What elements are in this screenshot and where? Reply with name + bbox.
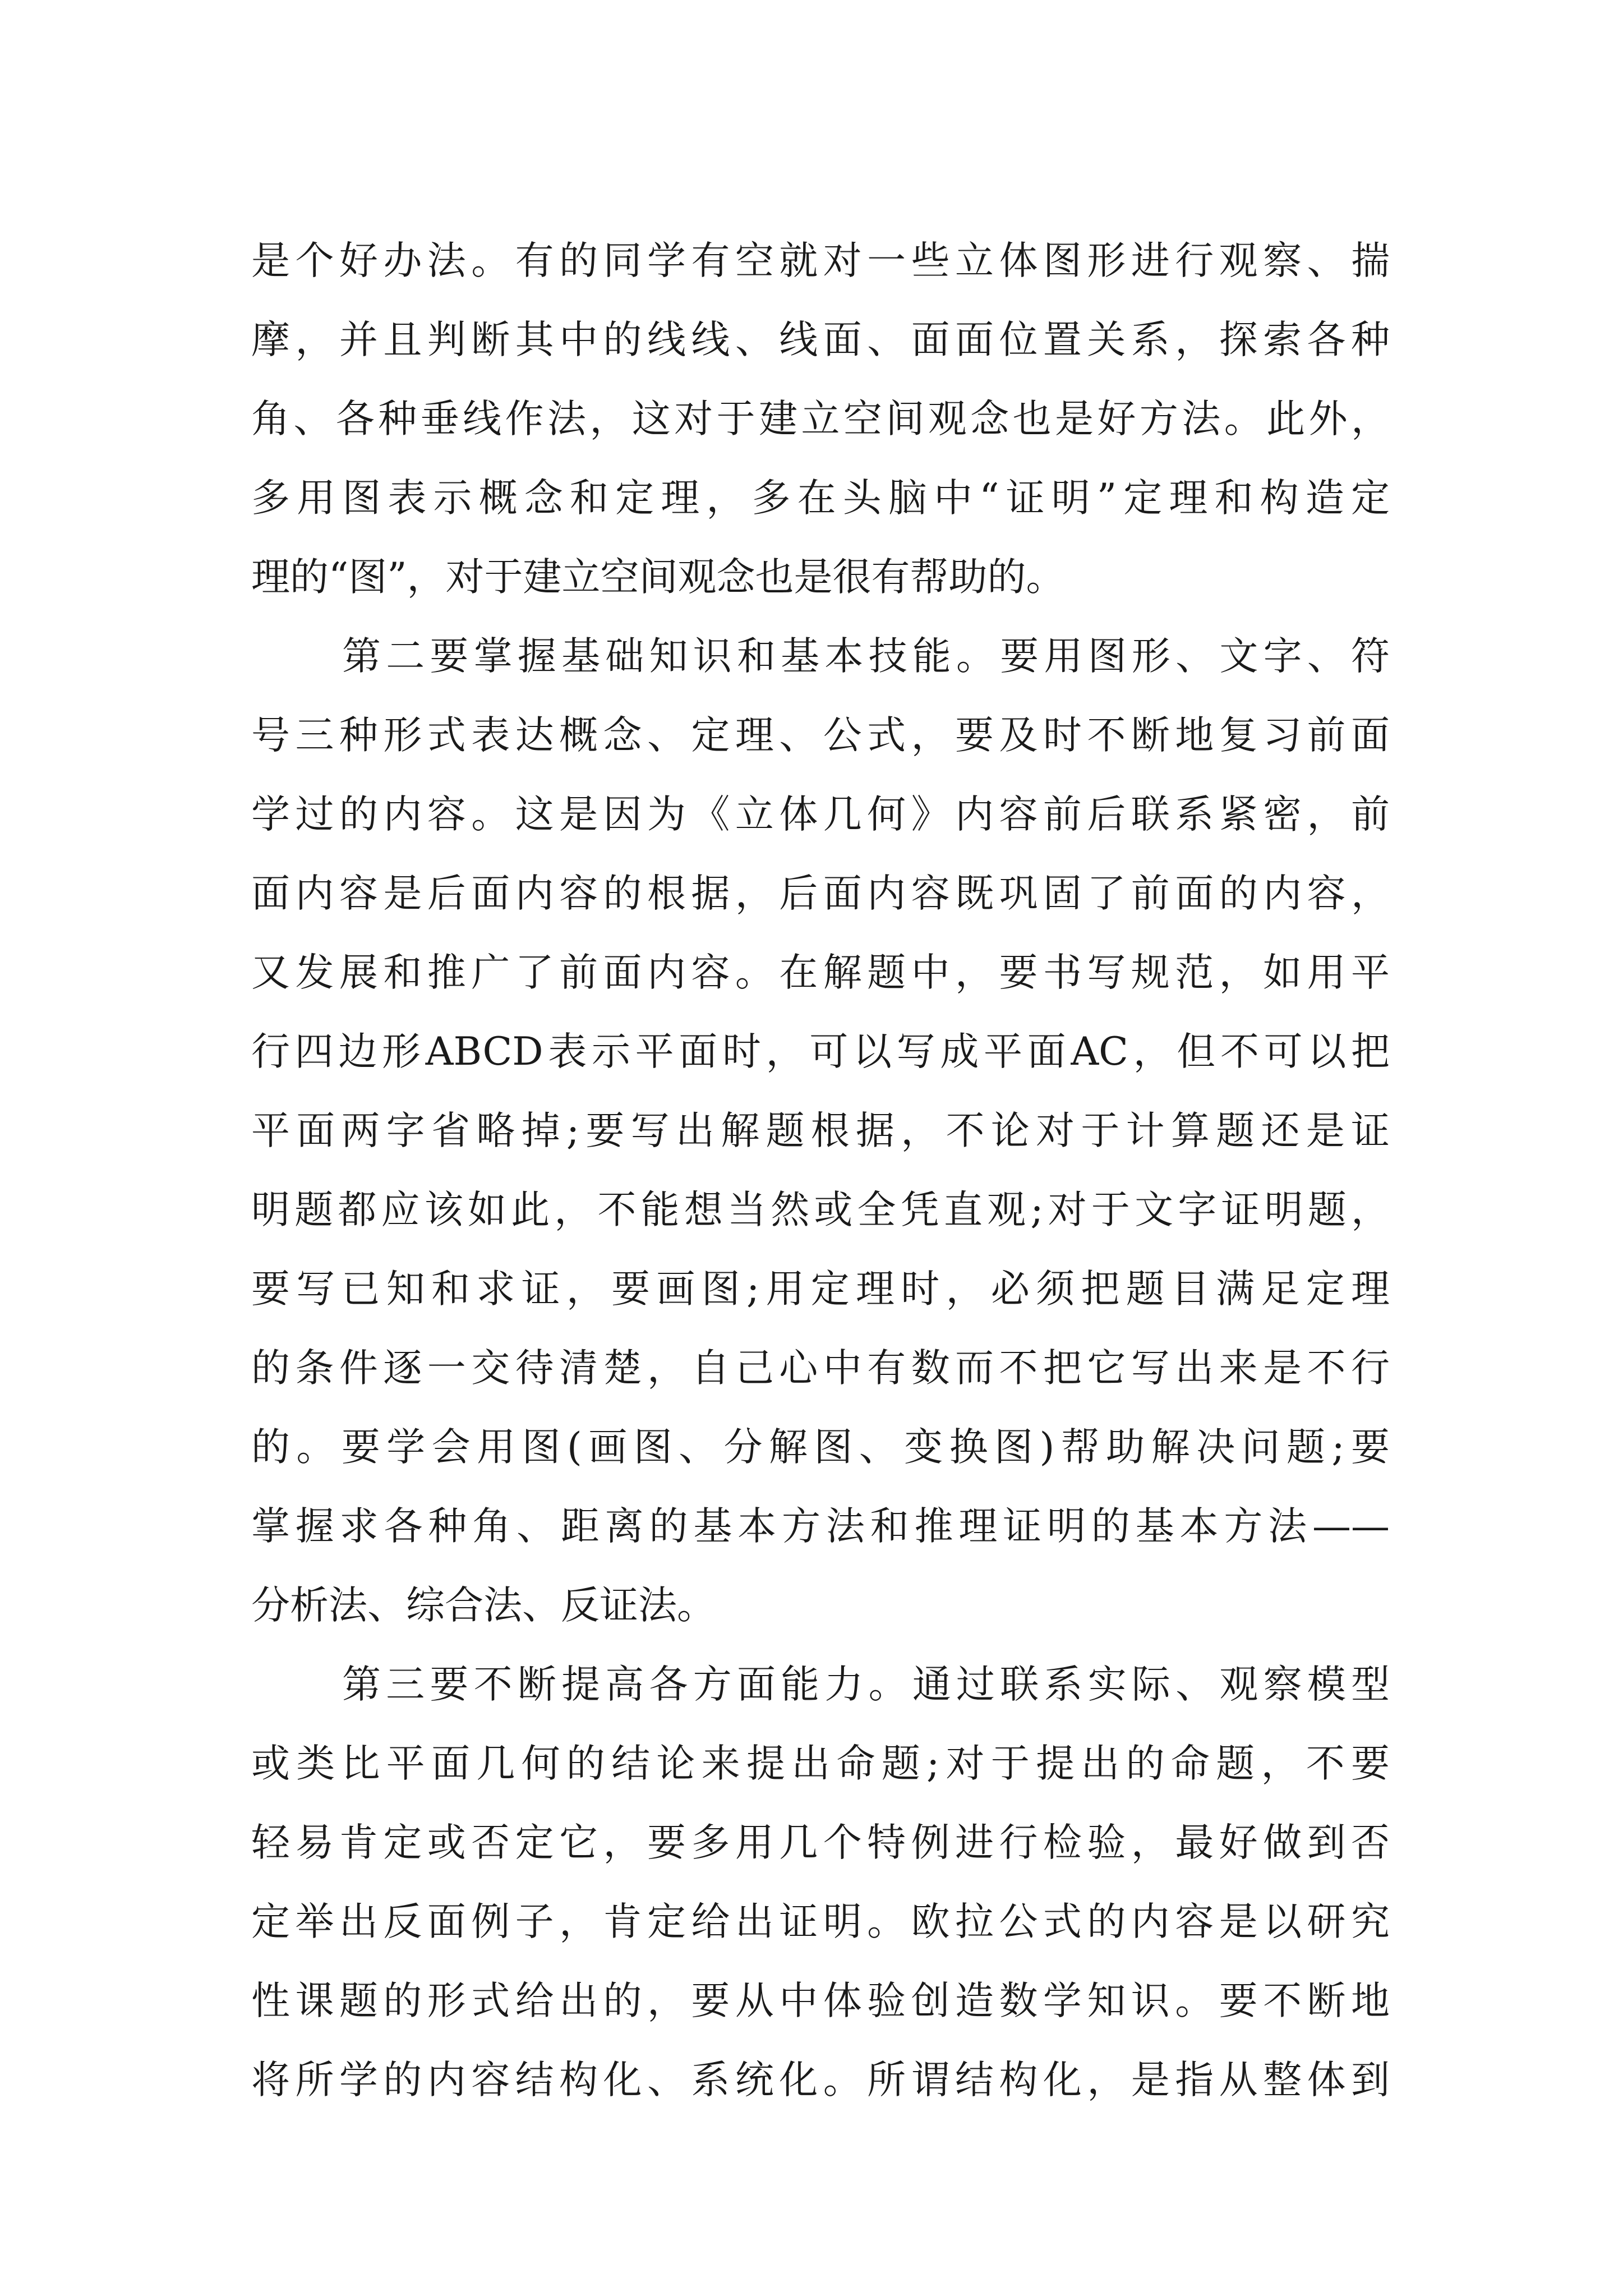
body-text	[251, 222, 1390, 2120]
text-line: 理的“图”，对于建立空间观念也是很有帮助的。	[251, 555, 1065, 600]
text-line: 明题都应该如此，不能想当然或全凭直观;对于文字证明题，	[251, 1188, 1390, 1232]
text-line: 的条件逐一交待清楚，自己心中有数而不把它写出来是不行	[251, 1346, 1390, 1391]
text-line: 性课题的形式给出的，要从中体验创造数学知识。要不断地	[251, 1978, 1390, 2023]
text-line: 或类比平面几何的结论来提出命题;对于提出的命题，不要	[251, 1741, 1390, 1786]
text-line: 行四边形ABCD表示平面时，可以写成平面AC，但不可以把	[251, 1029, 1390, 1074]
text-line: 学过的内容。这是因为《立体几何》内容前后联系紧密，前	[251, 792, 1390, 837]
text-line: 第三要不断提高各方面能力。通过联系实际、观察模型	[342, 1662, 1390, 1707]
text-line: 将所学的内容结构化、系统化。所谓结构化，是指从整体到	[251, 2058, 1390, 2102]
text-line: 定举出反面例子，肯定给出证明。欧拉公式的内容是以研究	[251, 1899, 1390, 1944]
text-line: 角、各种垂线作法，这对于建立空间观念也是好方法。此外，	[251, 397, 1390, 441]
text-line: 分析法、综合法、反证法。	[251, 1583, 716, 1628]
paragraph-1	[251, 222, 1390, 617]
text-line: 面内容是后面内容的根据，后面内容既巩固了前面的内容，	[251, 871, 1390, 916]
text-line: 号三种形式表达概念、定理、公式，要及时不断地复习前面	[251, 713, 1390, 758]
text-line: 要写已知和求证，要画图;用定理时，必须把题目满足定理	[251, 1267, 1390, 1312]
text-line: 平面两字省略掉;要写出解题根据，不论对于计算题还是证	[251, 1108, 1390, 1153]
text-line: 摩，并且判断其中的线线、线面、面面位置关系，探索各种	[251, 318, 1390, 362]
paragraph-3	[251, 1645, 1390, 2120]
text-line: 又发展和推广了前面内容。在解题中，要书写规范，如用平	[251, 950, 1390, 995]
text-line: 轻易肯定或否定它，要多用几个特例进行检验，最好做到否	[251, 1820, 1390, 1865]
text-line: 多用图表示概念和定理，多在头脑中“证明”定理和构造定	[251, 476, 1390, 521]
text-line: 掌握求各种角、距离的基本方法和推理证明的基本方法——	[251, 1504, 1390, 1549]
paragraph-2	[251, 617, 1390, 1645]
text-line: 是个好办法。有的同学有空就对一些立体图形进行观察、揣	[251, 238, 1390, 283]
text-line: 的。要学会用图(画图、分解图、变换图)帮助解决问题;要	[251, 1425, 1390, 1470]
text-line: 第二要掌握基础知识和基本技能。要用图形、文字、符	[342, 634, 1390, 679]
